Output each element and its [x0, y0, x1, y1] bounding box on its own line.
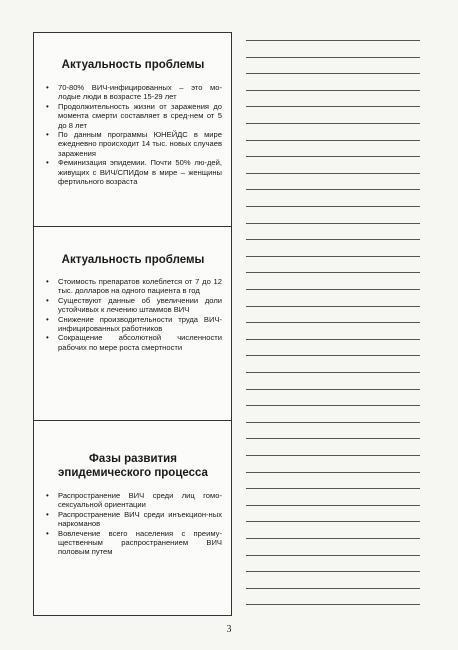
- note-line: [246, 538, 420, 539]
- list-item: • Феминизация эпидемии. Почти 50% лю-дей, живущих с ВИЧ/СПИДом в мире – женщины фертильного возраста: [44, 158, 222, 186]
- note-line: [246, 206, 420, 207]
- note-line: [246, 322, 420, 323]
- note-line: [246, 40, 420, 41]
- note-line: [246, 405, 420, 406]
- note-line: [246, 455, 420, 456]
- note-line: [246, 306, 420, 307]
- note-line: [246, 372, 420, 373]
- note-line: [246, 239, 420, 240]
- bullet-list: [44, 491, 222, 557]
- note-line: [246, 90, 420, 91]
- note-line: [246, 106, 420, 107]
- page-number: 3: [226, 624, 232, 635]
- list-item: • Распространение ВИЧ среди лиц гомо-сексуальной ориентации: [44, 491, 222, 510]
- list-item: • Вовлечение всего населения с преиму-щественным распространением ВИЧ половым путем: [44, 529, 222, 557]
- list-item: • Сокращение абсолютной численности рабочих по мере роста смертности: [44, 333, 222, 352]
- slides-column: [33, 32, 232, 616]
- note-line: [246, 571, 420, 572]
- list-item: • Продолжительность жизни от заражения до момента смерти составляет в сред-нем от 5 до 8 лет: [44, 102, 222, 130]
- list-item: • Стоимость препаратов колеблется от 7 до 12 тыс. долларов на одного пациента в год: [44, 277, 222, 296]
- note-line: [246, 521, 420, 522]
- slide-title: Актуальность проблемы: [61, 254, 205, 266]
- note-line: [246, 256, 420, 257]
- note-line: [246, 339, 420, 340]
- note-line: [246, 604, 420, 605]
- note-line: [246, 173, 420, 174]
- bullet-list: [44, 277, 222, 352]
- note-line: [246, 223, 420, 224]
- note-line: [246, 272, 420, 273]
- note-line: [246, 438, 420, 439]
- list-item: • Распространение ВИЧ среди инъекцион-ных наркоманов: [44, 510, 222, 529]
- list-item: • 70-80% ВИЧ-инфицированных – это мо-лодые люди в возрасте 15-29 лет: [44, 83, 222, 102]
- note-line: [246, 389, 420, 390]
- bullet-list: [44, 83, 222, 186]
- note-line: [246, 505, 420, 506]
- slide-title: Фазы развития эпидемического процесса: [58, 453, 208, 479]
- note-line: [246, 73, 420, 74]
- note-line: [246, 289, 420, 290]
- note-line: [246, 555, 420, 556]
- slide-2: [34, 227, 231, 421]
- slide-3: [34, 421, 231, 615]
- slide-1: [34, 33, 231, 227]
- note-line: [246, 355, 420, 356]
- list-item: • По данным программы ЮНЕЙДС в мире ежедневно происходит 14 тыс. новых случаев заражения: [44, 130, 222, 158]
- note-line: [246, 588, 420, 589]
- list-item: • Снижение производительности труда ВИЧ-инфицированных работников: [44, 315, 222, 334]
- note-line: [246, 472, 420, 473]
- note-line: [246, 189, 420, 190]
- note-line: [246, 422, 420, 423]
- note-line: [246, 156, 420, 157]
- note-line: [246, 123, 420, 124]
- list-item: • Существуют данные об увеличении доли устойчивых к лечению штаммов ВИЧ: [44, 296, 222, 315]
- note-line: [246, 57, 420, 58]
- slide-title: Актуальность проблемы: [61, 59, 205, 71]
- note-line: [246, 140, 420, 141]
- note-line: [246, 488, 420, 489]
